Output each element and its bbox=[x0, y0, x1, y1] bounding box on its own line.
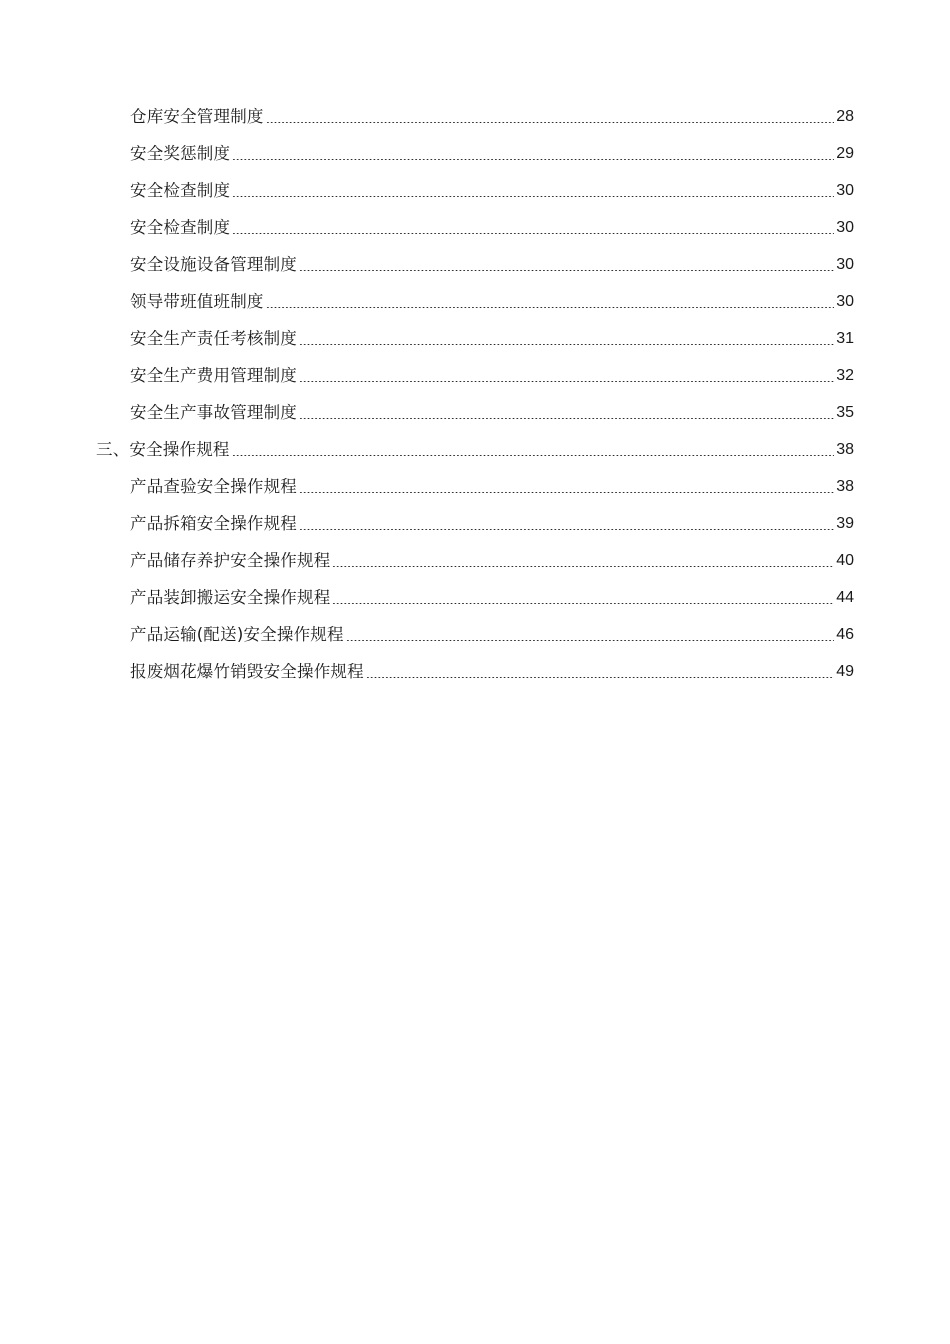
toc-dot-leader bbox=[232, 455, 835, 456]
toc-entry-title: 领导带班值班制度 bbox=[130, 292, 264, 311]
toc-entry[interactable] bbox=[130, 579, 854, 616]
toc-dot-leader bbox=[299, 418, 834, 419]
toc-entry-title: 产品储存养护安全操作规程 bbox=[130, 551, 331, 570]
toc-entry-title: 三、安全操作规程 bbox=[96, 440, 230, 459]
toc-entry-title: 安全检查制度 bbox=[130, 218, 231, 237]
toc-entry-page-number: 32 bbox=[836, 367, 854, 384]
toc-entry-page-number: 29 bbox=[836, 145, 854, 162]
toc-entry-page-number: 40 bbox=[836, 552, 854, 569]
toc-entry-page-number: 30 bbox=[836, 219, 854, 236]
toc-entry-page-number: 44 bbox=[836, 589, 854, 606]
toc-entry-page-number: 31 bbox=[836, 330, 854, 347]
toc-entry-page-number: 49 bbox=[836, 663, 854, 680]
toc-dot-leader bbox=[299, 381, 834, 382]
toc-entry[interactable] bbox=[130, 135, 854, 172]
toc-entry[interactable] bbox=[130, 172, 854, 209]
toc-entry[interactable] bbox=[130, 542, 854, 579]
toc-dot-leader bbox=[332, 566, 834, 567]
toc-entry[interactable] bbox=[130, 394, 854, 431]
toc-entry-title: 安全生产事故管理制度 bbox=[130, 403, 297, 422]
toc-dot-leader bbox=[232, 196, 834, 197]
toc-entry-page-number: 30 bbox=[836, 293, 854, 310]
toc-entry[interactable] bbox=[130, 357, 854, 394]
toc-entry-page-number: 30 bbox=[836, 256, 854, 273]
toc-entry-title: 仓库安全管理制度 bbox=[130, 107, 264, 126]
toc-dot-leader bbox=[266, 307, 835, 308]
toc-entry-title: 产品查验安全操作规程 bbox=[130, 477, 297, 496]
toc-entry[interactable] bbox=[130, 320, 854, 357]
toc-entry[interactable] bbox=[130, 283, 854, 320]
toc-entry-page-number: 35 bbox=[836, 404, 854, 421]
toc-dot-leader bbox=[299, 344, 834, 345]
toc-entry[interactable] bbox=[130, 98, 854, 135]
toc-dot-leader bbox=[232, 233, 834, 234]
toc-entry-page-number: 38 bbox=[836, 441, 854, 458]
toc-entry-title: 安全奖惩制度 bbox=[130, 144, 231, 163]
toc-entry[interactable] bbox=[130, 616, 854, 653]
toc-entry-page-number: 39 bbox=[836, 515, 854, 532]
toc-entry-title: 安全检查制度 bbox=[130, 181, 231, 200]
toc-entry-page-number: 46 bbox=[836, 626, 854, 643]
toc-dot-leader bbox=[232, 159, 834, 160]
toc-section-entry[interactable] bbox=[96, 431, 854, 468]
toc-entry-title: 安全生产费用管理制度 bbox=[130, 366, 297, 385]
toc-dot-leader bbox=[366, 677, 834, 678]
toc-entry-title: 安全设施设备管理制度 bbox=[130, 255, 297, 274]
toc-entry-page-number: 30 bbox=[836, 182, 854, 199]
toc-entry-title: 产品拆箱安全操作规程 bbox=[130, 514, 297, 533]
toc-entry-page-number: 38 bbox=[836, 478, 854, 495]
toc-entry-title: 报废烟花爆竹销毁安全操作规程 bbox=[130, 662, 364, 681]
toc-entry[interactable] bbox=[130, 505, 854, 542]
toc-entry-page-number: 28 bbox=[836, 108, 854, 125]
toc-entry[interactable] bbox=[130, 653, 854, 690]
toc-entry[interactable] bbox=[130, 209, 854, 246]
toc-entry-title: 安全生产责任考核制度 bbox=[130, 329, 297, 348]
toc-entry-title: 产品装卸搬运安全操作规程 bbox=[130, 588, 331, 607]
toc-dot-leader bbox=[299, 492, 834, 493]
toc-dot-leader bbox=[332, 603, 834, 604]
toc-entry[interactable] bbox=[130, 468, 854, 505]
toc-entry-title: 产品运输(配送)安全操作规程 bbox=[130, 625, 344, 644]
toc-dot-leader bbox=[346, 640, 835, 641]
toc-dot-leader bbox=[299, 529, 834, 530]
toc-entry[interactable] bbox=[130, 246, 854, 283]
toc-dot-leader bbox=[299, 270, 834, 271]
toc-dot-leader bbox=[266, 122, 835, 123]
